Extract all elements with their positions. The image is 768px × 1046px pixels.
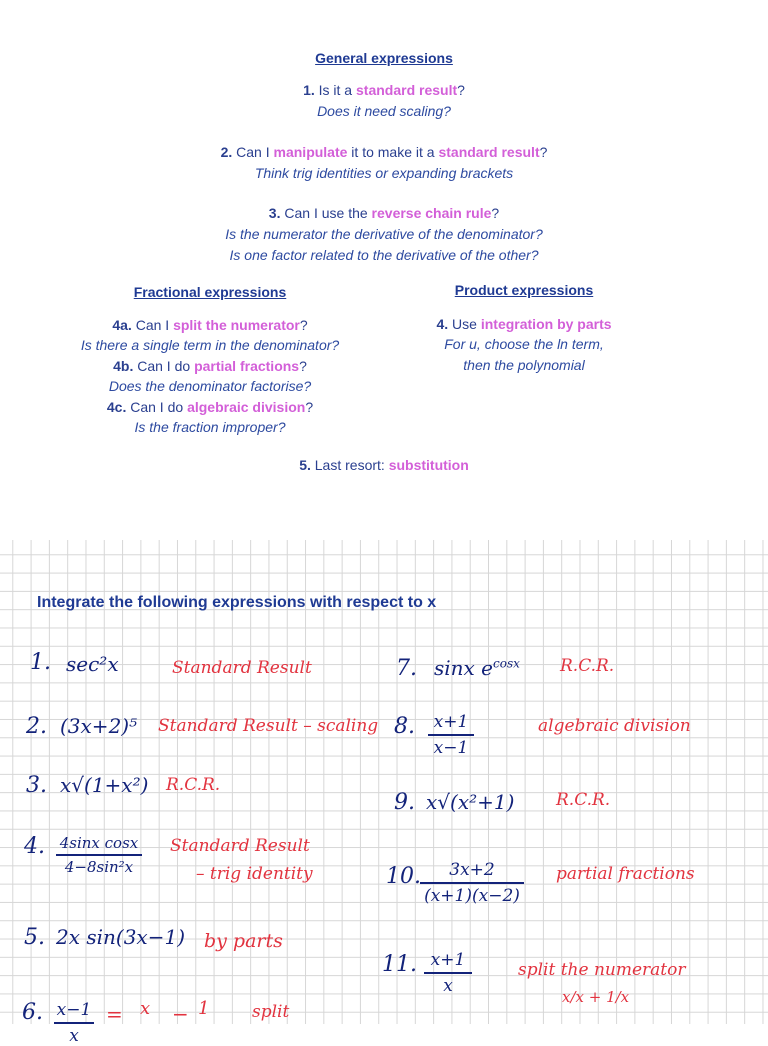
- item-annotation: split the numerator: [518, 960, 686, 980]
- item-fraction: [420, 860, 524, 906]
- step-number: 5.: [299, 457, 311, 473]
- step-3-hint-1: Is the numerator the derivative of the denominator?: [225, 226, 543, 242]
- fraction-bar: [420, 882, 524, 884]
- step-4a: [40, 315, 380, 336]
- keyword: standard result: [438, 144, 540, 160]
- item-annotation: R.C.R.: [556, 790, 611, 810]
- item-expression: 2x sin(3x−1): [56, 925, 185, 949]
- item-expression: (3x+2)⁵: [60, 714, 138, 738]
- item-number: 5.: [24, 925, 45, 950]
- item-annotation: partial fractions: [556, 864, 695, 884]
- keyword: integration by parts: [480, 315, 612, 332]
- item-expression: x√(x²+1): [426, 790, 515, 814]
- equals-sign: =: [106, 1002, 123, 1026]
- step-number: 4c.: [106, 398, 127, 415]
- item-annotation: – trig identity: [196, 864, 313, 884]
- fraction-denominator: x−1: [433, 738, 469, 758]
- fraction-numerator: x+1: [430, 950, 466, 970]
- item-annotation: by parts: [204, 930, 283, 952]
- step-4c-hint: Is the fraction improper?: [134, 419, 286, 435]
- product-column: [394, 280, 654, 375]
- item-fraction: [56, 834, 142, 876]
- fraction-bar: [424, 972, 472, 974]
- term: x: [140, 998, 151, 1019]
- step-number: 1.: [303, 82, 315, 98]
- step-4b: [40, 356, 380, 377]
- step-number: 4b.: [113, 357, 134, 374]
- step-text: ?: [299, 316, 308, 333]
- fraction-numerator: x−1: [56, 1000, 92, 1020]
- step-text: ?: [457, 82, 465, 98]
- item-expression: x√(1+x²): [60, 773, 149, 797]
- item-annotation: Standard Result: [172, 658, 312, 678]
- exponent: cosx: [493, 656, 520, 671]
- fraction-numerator: x+1: [433, 712, 469, 732]
- step-text: Can I: [236, 144, 274, 160]
- step-text: Can I do: [130, 398, 188, 415]
- item-expression: sec²x: [66, 652, 119, 676]
- fraction-numerator: 3x+2: [449, 860, 495, 880]
- keyword: substitution: [388, 457, 469, 473]
- item-number: 4.: [24, 834, 45, 859]
- fraction-denominator: 4−8sin²x: [64, 858, 134, 876]
- item-fraction: [424, 950, 472, 996]
- keyword: split the numerator: [173, 316, 300, 333]
- fractional-heading: Fractional expressions: [133, 284, 287, 300]
- item-annotation: Standard Result – scaling: [158, 716, 379, 736]
- step-3-hint-2: Is one factor related to the derivative of the other?: [229, 247, 539, 263]
- step-text: ?: [539, 144, 548, 160]
- step-text: Is it a: [318, 82, 356, 98]
- item-number: 3.: [26, 773, 47, 798]
- step-text: ?: [305, 398, 314, 415]
- worksheet-title: Integrate the following expressions with respect to x: [37, 594, 437, 611]
- product-heading: Product expressions: [454, 282, 594, 298]
- item-annotation: split: [252, 1002, 290, 1022]
- item-expression: [434, 656, 520, 680]
- minus-sign: −: [172, 1002, 189, 1026]
- step-2: [0, 142, 768, 162]
- step-text: Last resort:: [314, 457, 389, 473]
- item-number: 7.: [396, 656, 417, 681]
- term: 1: [198, 998, 210, 1019]
- keyword: standard result: [356, 82, 458, 98]
- step-1: [0, 80, 768, 100]
- step-text: ?: [299, 357, 307, 374]
- step-number: 4a.: [112, 316, 132, 333]
- step-4b-hint: Does the denominator factorise?: [108, 378, 312, 394]
- step-text: Can I use the: [284, 205, 372, 221]
- step-number: 2.: [220, 144, 233, 160]
- item-fraction: [54, 1000, 94, 1046]
- expression-base: sinx e: [434, 656, 494, 680]
- fractional-column: [40, 282, 380, 438]
- step-4-hint-2: then the polynomial: [463, 356, 585, 373]
- item-number: 6.: [22, 1000, 43, 1025]
- step-text: Use: [452, 315, 481, 332]
- step-3: [0, 203, 768, 223]
- step-2-hint: Think trig identities or expanding brackets: [254, 165, 514, 181]
- step-4-parts: [394, 314, 654, 335]
- step-text: it to make it a: [347, 144, 439, 160]
- keyword: reverse chain rule: [371, 205, 492, 221]
- step-text: Can I do: [137, 357, 195, 374]
- item-number: 1.: [30, 650, 51, 675]
- item-annotation-2: x/x + 1/x: [562, 988, 630, 1006]
- keyword: manipulate: [273, 144, 348, 160]
- fraction-denominator: x: [443, 976, 453, 996]
- item-annotation: R.C.R.: [560, 656, 615, 676]
- fraction-bar: [56, 854, 142, 856]
- step-text: ?: [491, 205, 500, 221]
- item-number: 2.: [26, 714, 47, 739]
- step-1-hint: Does it need scaling?: [317, 103, 451, 119]
- keyword: partial fractions: [194, 357, 300, 374]
- step-4-hint-1: For u, choose the ln term,: [444, 336, 604, 352]
- step-5: [0, 455, 768, 475]
- step-number: 3.: [268, 205, 281, 221]
- item-fraction: [428, 712, 474, 758]
- step-text: Can I: [135, 316, 174, 333]
- fraction-denominator: (x+1)(x−2): [424, 886, 520, 906]
- step-4a-hint: Is there a single term in the denominator?: [80, 337, 340, 353]
- fraction-numerator: 4sinx cosx: [59, 834, 139, 852]
- step-4c: [40, 397, 380, 418]
- keyword: algebraic division: [187, 398, 306, 415]
- fraction-denominator: x: [69, 1026, 79, 1046]
- item-number: 10.: [386, 864, 421, 889]
- general-heading: General expressions: [315, 50, 453, 66]
- item-annotation: Standard Result: [170, 836, 310, 856]
- item-annotation: algebraic division: [538, 716, 691, 736]
- item-number: 8.: [394, 714, 415, 739]
- item-annotation: R.C.R.: [166, 775, 221, 795]
- item-number: 9.: [394, 790, 415, 815]
- step-number: 4.: [436, 315, 449, 332]
- fraction-bar: [428, 734, 474, 736]
- item-number: 11.: [382, 952, 417, 977]
